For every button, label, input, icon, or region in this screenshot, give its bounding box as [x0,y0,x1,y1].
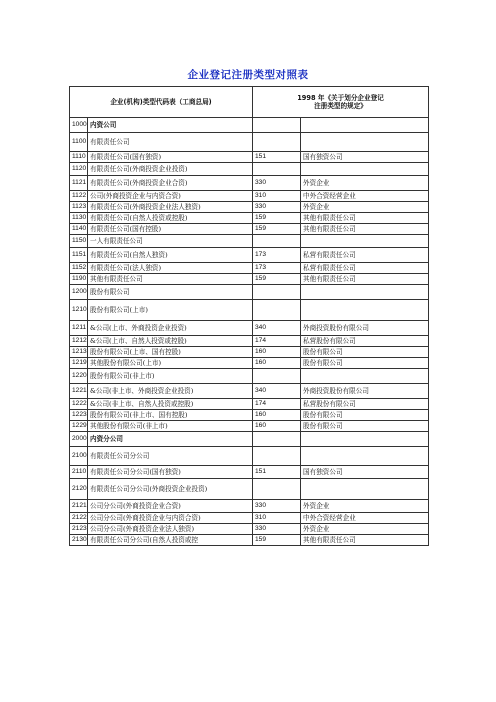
stat-code-cell: 310 [253,513,301,524]
name-cell: 有限责任公司分公司 [88,447,253,466]
name-cell: 公司分公司(外商投资企业合资) [88,500,253,513]
code-cell: 1152 [70,263,88,274]
table-row [70,432,429,447]
name-cell: 内资公司 [88,118,253,133]
stat-type-cell [301,447,429,466]
document-title: 企业登记注册类型对照表 [187,69,309,81]
stat-type-cell: 股份有限公司 [301,347,429,358]
stat-type-cell [301,118,429,133]
stat-code-cell [253,285,301,300]
name-cell: 有限责任公司 [88,133,253,152]
table-row [70,336,429,347]
stat-code-cell: 173 [253,248,301,263]
stat-code-cell: 340 [253,384,301,399]
stat-code-cell: 159 [253,224,301,235]
stat-type-cell: 股份有限公司 [301,358,429,369]
stat-type-cell [301,369,429,384]
stat-code-cell [253,235,301,248]
stat-type-cell: 国有独资公司 [301,152,429,163]
stat-code-cell [253,118,301,133]
table-row [70,535,429,546]
table-row [70,384,429,399]
table-row [70,248,429,263]
stat-type-cell [301,285,429,300]
code-cell: 1223 [70,410,88,421]
stat-type-cell [301,133,429,152]
code-cell: 1150 [70,235,88,248]
stat-code-cell: 160 [253,410,301,421]
stat-type-cell: 外资企业 [301,176,429,191]
name-cell: 股份有限公司(上市) [88,300,253,321]
stat-type-cell: 私营有限责任公司 [301,248,429,263]
code-cell: 1140 [70,224,88,235]
header-right-line2: 注册类型的规定》 [314,102,367,110]
stat-code-cell: 173 [253,263,301,274]
stat-type-cell: 外商投资股份有限公司 [301,384,429,399]
stat-type-cell: 外资企业 [301,524,429,535]
stat-type-cell: 外商投资股份有限公司 [301,321,429,336]
stat-code-cell: 174 [253,399,301,410]
header-right-cell [253,87,429,118]
table-row [70,513,429,524]
name-cell: 其他股份有限公司(上市) [88,358,253,369]
stat-code-cell [253,300,301,321]
name-cell: 其他股份有限公司(非上市) [88,421,253,432]
code-cell: 2121 [70,500,88,513]
name-cell: 有限责任公司(国有独资) [88,152,253,163]
table-row [70,176,429,191]
code-cell: 1120 [70,163,88,176]
registration-type-table [69,86,429,546]
stat-type-cell: 外资企业 [301,202,429,213]
table-row [70,274,429,285]
stat-type-cell: 私营股份有限公司 [301,399,429,410]
code-cell: 2122 [70,513,88,524]
table-row [70,410,429,421]
name-cell: &公司(非上市、外商投资企业投资) [88,384,253,399]
stat-code-cell: 310 [253,191,301,202]
code-cell: 1221 [70,384,88,399]
table-row [70,358,429,369]
header-left-cell: 企业(机构)类型代码表（工商总局) [70,87,253,118]
name-cell: 公司分公司(外商投资企业法人独资) [88,524,253,535]
name-cell: &公司(非上市、自然人投资或控股) [88,399,253,410]
stat-code-cell [253,432,301,447]
stat-code-cell [253,479,301,500]
code-cell: 1110 [70,152,88,163]
table-row [70,163,429,176]
stat-type-cell [301,479,429,500]
stat-code-cell [253,133,301,152]
table-body [70,87,429,546]
code-cell: 1229 [70,421,88,432]
stat-code-cell [253,447,301,466]
stat-type-cell: 其他有限责任公司 [301,535,429,546]
stat-code-cell: 340 [253,321,301,336]
name-cell: 有限责任公司(自然人投资或控股) [88,213,253,224]
code-cell: 1212 [70,336,88,347]
table-row [70,152,429,163]
stat-code-cell: 160 [253,421,301,432]
stat-code-cell: 159 [253,535,301,546]
table-row [70,466,429,479]
table-row [70,213,429,224]
code-cell: 1222 [70,399,88,410]
name-cell: 有限责任公司(国有控股) [88,224,253,235]
stat-type-cell [301,235,429,248]
name-cell: 内资分公司 [88,432,253,447]
table-row [70,191,429,202]
table-row [70,235,429,248]
code-cell: 1123 [70,202,88,213]
name-cell: 公司(外商投资企业与内资合资) [88,191,253,202]
table-row [70,202,429,213]
code-cell: 1190 [70,274,88,285]
stat-code-cell: 159 [253,274,301,285]
stat-type-cell [301,163,429,176]
code-cell: 1130 [70,213,88,224]
name-cell: 有限责任公司(外商投资企业投资) [88,163,253,176]
stat-code-cell: 330 [253,176,301,191]
name-cell: 有限责任公司分公司(自然人投资或控 [88,535,253,546]
stat-type-cell [301,432,429,447]
stat-code-cell: 330 [253,524,301,535]
code-cell: 1122 [70,191,88,202]
name-cell: 一人有限责任公司 [88,235,253,248]
table-row [70,399,429,410]
name-cell: 股份有限公司(非上市、国有控股) [88,410,253,421]
name-cell: 有限责任公司(法人独资) [88,263,253,274]
stat-code-cell: 160 [253,347,301,358]
table-row [70,369,429,384]
stat-type-cell: 外资企业 [301,500,429,513]
stat-type-cell: 私营有限责任公司 [301,263,429,274]
code-cell: 1213 [70,347,88,358]
code-cell: 1211 [70,321,88,336]
stat-type-cell: 股份有限公司 [301,421,429,432]
table-row [70,118,429,133]
name-cell: &公司(上市、外商投资企业投资) [88,321,253,336]
name-cell: 公司分公司(外商投资企业与内资合资) [88,513,253,524]
name-cell: 有限责任公司(自然人独资) [88,248,253,263]
code-cell: 2000 [70,432,88,447]
code-cell: 1121 [70,176,88,191]
name-cell: 股份有限公司(非上市) [88,369,253,384]
stat-type-cell: 中外合资经营企业 [301,513,429,524]
name-cell: 其他有限责任公司 [88,274,253,285]
table-row [70,263,429,274]
code-cell: 1151 [70,248,88,263]
code-cell: 1210 [70,300,88,321]
stat-type-cell [301,300,429,321]
stat-code-cell [253,369,301,384]
table-row [70,447,429,466]
stat-code-cell: 160 [253,358,301,369]
name-cell: 有限责任公司分公司(国有独资) [88,466,253,479]
name-cell: 有限责任公司分公司(外商投资企业投资) [88,479,253,500]
stat-type-cell: 股份有限公司 [301,410,429,421]
table-row [70,133,429,152]
header-right-line1: 1998 年《关于划分企业登记 [297,94,384,102]
stat-code-cell: 330 [253,500,301,513]
code-cell: 1200 [70,285,88,300]
code-cell: 1219 [70,358,88,369]
code-cell: 1100 [70,133,88,152]
name-cell: 有限责任公司(外商投资企业合资) [88,176,253,191]
table-row [70,500,429,513]
code-cell: 2123 [70,524,88,535]
header-row [70,87,429,118]
table-row [70,224,429,235]
stat-type-cell: 国有独资公司 [301,466,429,479]
table-row [70,300,429,321]
table-row [70,479,429,500]
stat-code-cell: 151 [253,466,301,479]
table-row [70,524,429,535]
code-cell: 1000 [70,118,88,133]
table-row [70,321,429,336]
name-cell: 股份有限公司(上市、国有控股) [88,347,253,358]
name-cell: &公司(上市、自然人投资或控股) [88,336,253,347]
code-cell: 1220 [70,369,88,384]
stat-code-cell: 151 [253,152,301,163]
table-row [70,285,429,300]
stat-code-cell: 174 [253,336,301,347]
stat-type-cell: 其他有限责任公司 [301,274,429,285]
stat-code-cell: 330 [253,202,301,213]
stat-code-cell: 159 [253,213,301,224]
stat-type-cell: 私营股份有限公司 [301,336,429,347]
stat-type-cell: 中外合资经营企业 [301,191,429,202]
code-cell: 2110 [70,466,88,479]
table-row [70,347,429,358]
name-cell: 股份有限公司 [88,285,253,300]
code-cell: 2120 [70,479,88,500]
code-cell: 2130 [70,535,88,546]
stat-type-cell: 其他有限责任公司 [301,213,429,224]
stat-code-cell [253,163,301,176]
stat-type-cell: 其他有限责任公司 [301,224,429,235]
code-cell: 2100 [70,447,88,466]
name-cell: 有限责任公司(外商投资企业法人独资) [88,202,253,213]
table-row [70,421,429,432]
